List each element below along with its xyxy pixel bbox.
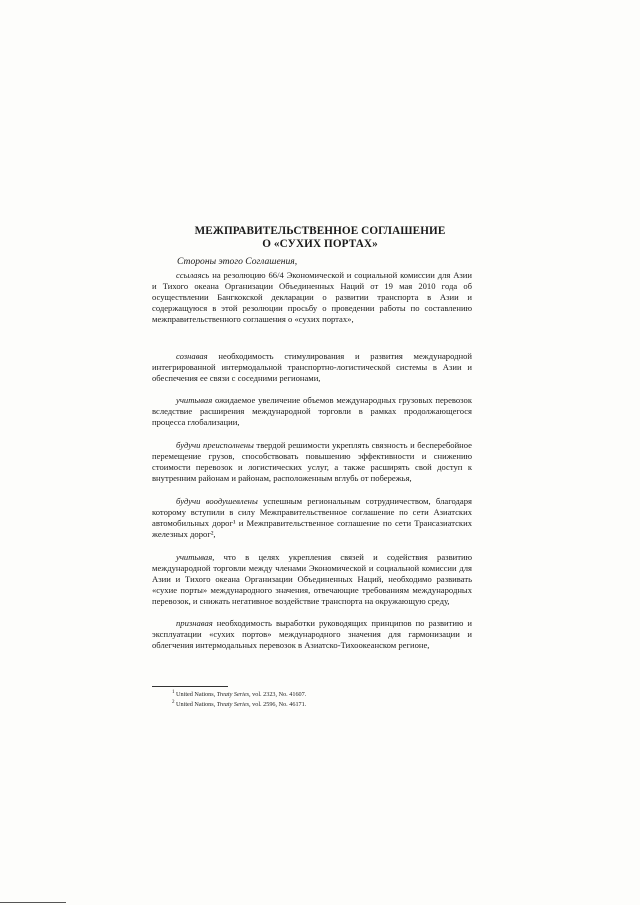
preamble-paragraph	[152, 395, 472, 428]
paragraph-text: твердой решимости укреплять связность и бесперебойное перемещение грузов, способствовать повышению эффективности и снижению стоимости перевозок и логистических услуг, а также расширять свой доступ к внутренним районам и районам, расположенным вглубь от побережья,	[152, 440, 472, 483]
paragraph-lead: будучи преисполнены	[176, 440, 254, 450]
footnote-series: Treaty Series	[216, 691, 250, 699]
paragraph-lead: признавая	[176, 618, 213, 628]
preamble-paragraph	[152, 351, 472, 384]
paragraph-text: на резолюцию 66/4 Экономической и социальной комиссии для Азии и Тихого океана Организации Объединенных Наций от 19 мая 2010 года об осуществлении Бангкокской декларации о развитии транспорта в Азии и содержащуюся в этой резолюции просьбу о проведении работы по составлению межправительственного соглашения о «сухих портах»,	[152, 270, 472, 324]
footnote-divider	[152, 686, 228, 687]
preamble-paragraph	[152, 496, 472, 540]
footnote-ref: , vol. 2323, No. 41607.	[249, 691, 307, 699]
paragraph-lead: учитывая	[176, 395, 213, 405]
paragraph-text: успешным региональным сотрудничеством, благодаря которому вступили в силу Межправительственное соглашение по сети Азиатских автомобильных дорог¹ и Межправительственное соглашение по сети Трансазиатских железных дорог²,	[152, 496, 472, 539]
paragraph-lead: ссылаясь	[176, 270, 210, 280]
footnote-ref: , vol. 2596, No. 46171.	[249, 701, 307, 709]
parties-intro: Стороны этого Соглашения,	[177, 256, 298, 267]
preamble-paragraph	[152, 552, 472, 607]
document-title-line-1: МЕЖПРАВИТЕЛЬСТВЕННОЕ СОГЛАШЕНИЕ	[194, 225, 446, 237]
paragraph-lead: сознавая	[176, 351, 208, 361]
footnote-org: United Nations,	[176, 691, 217, 699]
paragraph-text: необходимость стимулирования и развития международной интегрированной интермодальной транспортно-логистической системы в Азии и обеспечения ее связи с соседними регионами,	[152, 351, 472, 383]
preamble-paragraph	[152, 618, 472, 651]
footnote-number: 2	[172, 700, 175, 705]
footnote	[172, 699, 306, 709]
footnote-series: Treaty Series	[216, 701, 250, 709]
footnote-org: United Nations,	[176, 701, 217, 709]
preamble-paragraph	[152, 270, 472, 325]
footnote-number: 1	[172, 690, 175, 695]
paragraph-lead: будучи воодушевлены	[176, 496, 258, 506]
scan-edge-line	[0, 902, 66, 903]
paragraph-text: что в целях укрепления связей и содействия развитию международной торговли между членами Экономической и социальной комиссии для Азии и Тихого океана Организации Объединенных Наций, необходимо развивать «сухие порты» международного значения, отвечающие требованиям международных перевозок, и снижать негативное воздействие транспорта на окружающую среду,	[152, 552, 472, 606]
document-title-line-2: О «СУХИХ ПОРТАХ»	[262, 238, 378, 250]
footnote	[172, 689, 306, 699]
paragraph-text: необходимость выработки руководящих принципов по развитию и эксплуатации «сухих портов» международного значения для гармонизации и облегчения интермодальных перевозок в Азиатско-Тихоокеанском регионе,	[152, 618, 472, 650]
paragraph-lead: учитывая,	[176, 552, 215, 562]
preamble-paragraph	[152, 440, 472, 484]
paragraph-text: ожидаемое увеличение объемов международных грузовых перевозок вследствие расширения международной торговли в рамках продолжающегося процесса глобализации,	[152, 395, 472, 427]
